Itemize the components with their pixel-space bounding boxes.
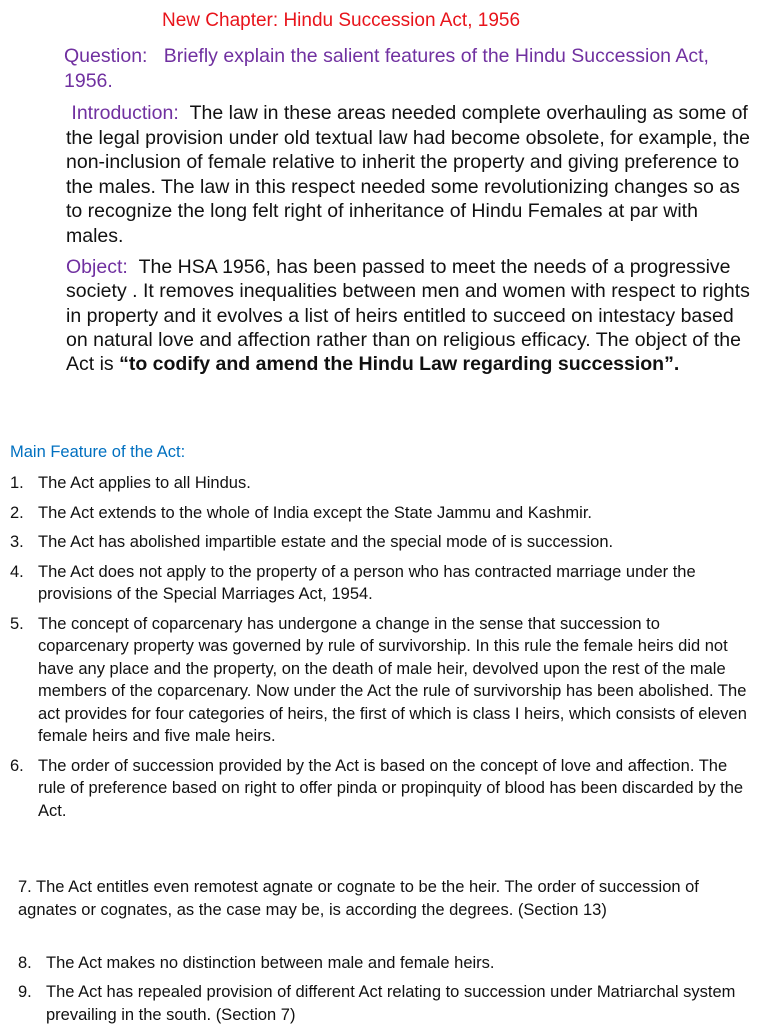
chapter-title: New Chapter: Hindu Succession Act, 1956 (162, 10, 521, 31)
list-item-number: 5. (10, 614, 24, 633)
introduction-text: The law in these areas needed complete overhauling as some of the legal provision under old textual law had become obsolete, for example, the non-inclusion of female relative to inherit the property and giving preference to the males. The law in this respect needed some revolutionizing changes so as to recognize the long felt right of inheritance of Hindu Females at par with males. (66, 102, 751, 247)
list-item-text: The Act has abolished impartible estate and the special mode of is succession. (38, 533, 614, 551)
list-item (18, 952, 748, 975)
list-item-text: The Act makes no distinction between male and female heirs. (46, 954, 495, 972)
list-item-text: The Act has repealed provision of different Act relating to succession under Matriarchal system prevailing in the south. (Section 7) (46, 983, 736, 1024)
introduction-paragraph (66, 101, 756, 248)
question-label: Question: (64, 45, 148, 67)
object-label: Object: (66, 256, 128, 278)
features-list (10, 472, 750, 829)
list-item (10, 472, 750, 495)
list-item (10, 502, 750, 525)
features-heading: Main Feature of the Act: (10, 443, 186, 461)
list-item-text: The concept of coparcenary has undergone a change in the sense that succession to coparcenary property was governed by rule of survivorship. In this rule the female heirs did not have any place and the property, on the death of male heir, devolved upon the rest of the male members of the coparcenary. Now under the Act the rule of survivorship has been abolished. The act provides for four categories of heirs, the first of which is class I heirs, which consists of eleven female heirs and five male heirs. (38, 614, 747, 745)
introduction-label: Introduction: (71, 102, 179, 124)
question-text: Briefly explain the salient features of the Hindu Succession Act, 1956. (64, 45, 709, 92)
object-paragraph (66, 255, 756, 376)
list-item-number: 2. (10, 503, 24, 522)
feature-item-7: 7. The Act entitles even remotest agnate or cognate to be the heir. The order of succession of agnates or cognates, as the case may be, is according the degrees. (Section 13) (18, 878, 699, 919)
list-item-number: 1. (10, 474, 24, 492)
list-item (10, 561, 750, 606)
list-item-text: The Act extends to the whole of India except the State Jammu and Kashmir. (38, 503, 592, 522)
list-item (10, 531, 750, 554)
object-text: The HSA 1956, has been passed to meet the needs of a progressive society . It removes inequalities between men and women with respect to rights in property and it evolves a list of heirs entitled to succeed on intestacy based on natural love and affection rather than on religious efficacy. The object of the Act is (66, 256, 750, 376)
list-item-number: 8. (18, 954, 32, 972)
list-item-number: 9. (18, 983, 32, 1001)
list-item (10, 613, 750, 748)
list-item-text: The order of succession provided by the Act is based on the concept of love and affection. The rule of preference based on right to offer pinda or propinquity of blood has been discarded by the Act. (38, 756, 744, 820)
list-item-text: The Act applies to all Hindus. (38, 474, 251, 492)
object-bold-quote: “to codify and amend the Hindu Law regarding succession”. (119, 353, 680, 376)
list-item (18, 981, 748, 1027)
features-list-continued (18, 952, 748, 1033)
list-item-text: The Act does not apply to the property of a person who has contracted marriage under the provisions of the Special Marriages Act, 1954. (38, 562, 696, 603)
list-item (10, 755, 750, 823)
list-item-number: 3. (10, 533, 24, 551)
list-item-number: 6. (10, 756, 24, 775)
question-paragraph (64, 44, 754, 94)
list-item-number: 4. (10, 562, 24, 581)
